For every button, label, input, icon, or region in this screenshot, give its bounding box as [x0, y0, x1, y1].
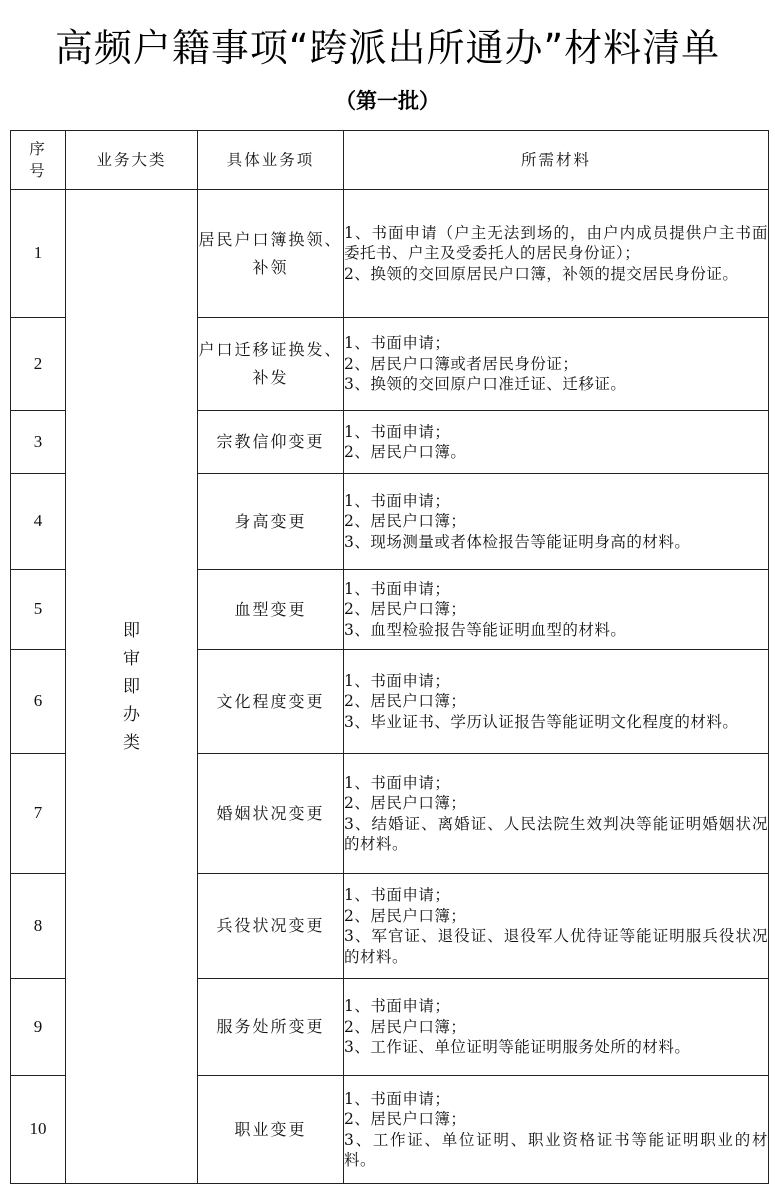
material-line: 1、书面申请（户主无法到场的，由户内成员提供户主书面委托书、户主及受委托人的居民身份证）；: [344, 223, 768, 263]
header-serial-number: [11, 131, 66, 190]
header-category: 业务大类: [66, 131, 198, 190]
category-label: 即审即办类: [123, 620, 140, 753]
row-specific-item: 服务处所变更: [198, 979, 344, 1076]
document-subtitle: （第一批）: [335, 89, 440, 113]
row-materials: [344, 754, 769, 874]
row-specific-item: 居民户口簿换领、补领: [198, 190, 344, 318]
row-serial-number: 2: [11, 318, 66, 411]
row-specific-item: 兵役状况变更: [198, 874, 344, 979]
row-materials: [344, 411, 769, 474]
table-header-row: [11, 131, 769, 190]
row-serial-number: 6: [11, 650, 66, 754]
row-specific-item: 职业变更: [198, 1076, 344, 1184]
row-serial-number: 8: [11, 874, 66, 979]
row-serial-number: 9: [11, 979, 66, 1076]
material-line: 3、换领的交回原户口准迁证、迁移证。: [344, 375, 627, 394]
material-line: 2、居民户口簿或者居民身份证；: [344, 354, 579, 373]
header-serial-number-label: 序号: [29, 140, 47, 180]
category-cell: [66, 190, 198, 1184]
material-line: 2、居民户口簿；: [344, 906, 467, 925]
material-line: 2、居民户口簿；: [344, 794, 467, 812]
material-line: 3、血型检验报告等能证明血型的材料。: [344, 620, 627, 639]
row-specific-item: 婚姻状况变更: [198, 754, 344, 874]
material-line: 2、居民户口簿。: [344, 443, 467, 461]
row-serial-number: 10: [11, 1076, 66, 1184]
material-line: 3、军官证、退役证、退役军人优待证等能证明服兵役状况的材料。: [344, 927, 768, 966]
material-line: 1、书面申请；: [344, 671, 451, 690]
material-line: 3、毕业证书、学历认证报告等能证明文化程度的材料。: [344, 712, 739, 731]
row-materials: [344, 190, 769, 318]
material-line: 1、书面申请；: [344, 579, 451, 598]
row-serial-number: 1: [11, 190, 66, 318]
material-line: 1、书面申请；: [344, 334, 451, 353]
material-line: 3、现场测量或者体检报告等能证明身高的材料。: [344, 532, 691, 551]
material-line: 1、书面申请；: [344, 491, 451, 510]
material-line: 2、居民户口簿；: [344, 692, 467, 711]
row-materials: [344, 570, 769, 650]
material-line: 2、居民户口簿；: [344, 1017, 467, 1036]
material-line: 1、书面申请；: [344, 422, 451, 441]
materials-table: [10, 130, 769, 1184]
material-line: 2、居民户口簿；: [344, 600, 467, 619]
material-line: 1、书面申请；: [344, 1089, 451, 1108]
row-serial-number: 7: [11, 754, 66, 874]
header-specific-item: 具体业务项: [198, 131, 344, 190]
document-title: 高频户籍事项“跨派出所通办”材料清单: [54, 26, 721, 70]
material-line: 3、工作证、单位证明、职业资格证书等能证明职业的材料。: [344, 1130, 768, 1169]
row-serial-number: 4: [11, 474, 66, 570]
header-required-materials: 所需材料: [344, 131, 769, 190]
row-materials: [344, 979, 769, 1076]
row-materials: [344, 474, 769, 570]
table-body: [11, 190, 769, 1184]
material-line: 2、居民户口簿；: [344, 512, 467, 531]
row-specific-item: 宗教信仰变更: [198, 411, 344, 474]
material-line: 2、换领的交回原居民户口簿，补领的提交居民身份证。: [344, 264, 739, 283]
material-line: 1、书面申请；: [344, 886, 451, 904]
row-specific-item: 文化程度变更: [198, 650, 344, 754]
row-materials: [344, 1076, 769, 1184]
row-materials: [344, 318, 769, 411]
material-line: 3、结婚证、离婚证、人民法院生效判决等能证明婚姻状况的材料。: [344, 814, 768, 853]
material-line: 2、居民户口簿；: [344, 1110, 467, 1128]
row-specific-item: 血型变更: [198, 570, 344, 650]
row-specific-item: 户口迁移证换发、补发: [198, 318, 344, 411]
row-materials: [344, 650, 769, 754]
row-specific-item: 身高变更: [198, 474, 344, 570]
material-line: 3、工作证、单位证明等能证明服务处所的材料。: [344, 1038, 691, 1057]
row-serial-number: 5: [11, 570, 66, 650]
material-line: 1、书面申请；: [344, 997, 451, 1016]
row-serial-number: 3: [11, 411, 66, 474]
table-row: [11, 190, 769, 318]
row-materials: [344, 874, 769, 979]
material-line: 1、书面申请；: [344, 773, 451, 792]
